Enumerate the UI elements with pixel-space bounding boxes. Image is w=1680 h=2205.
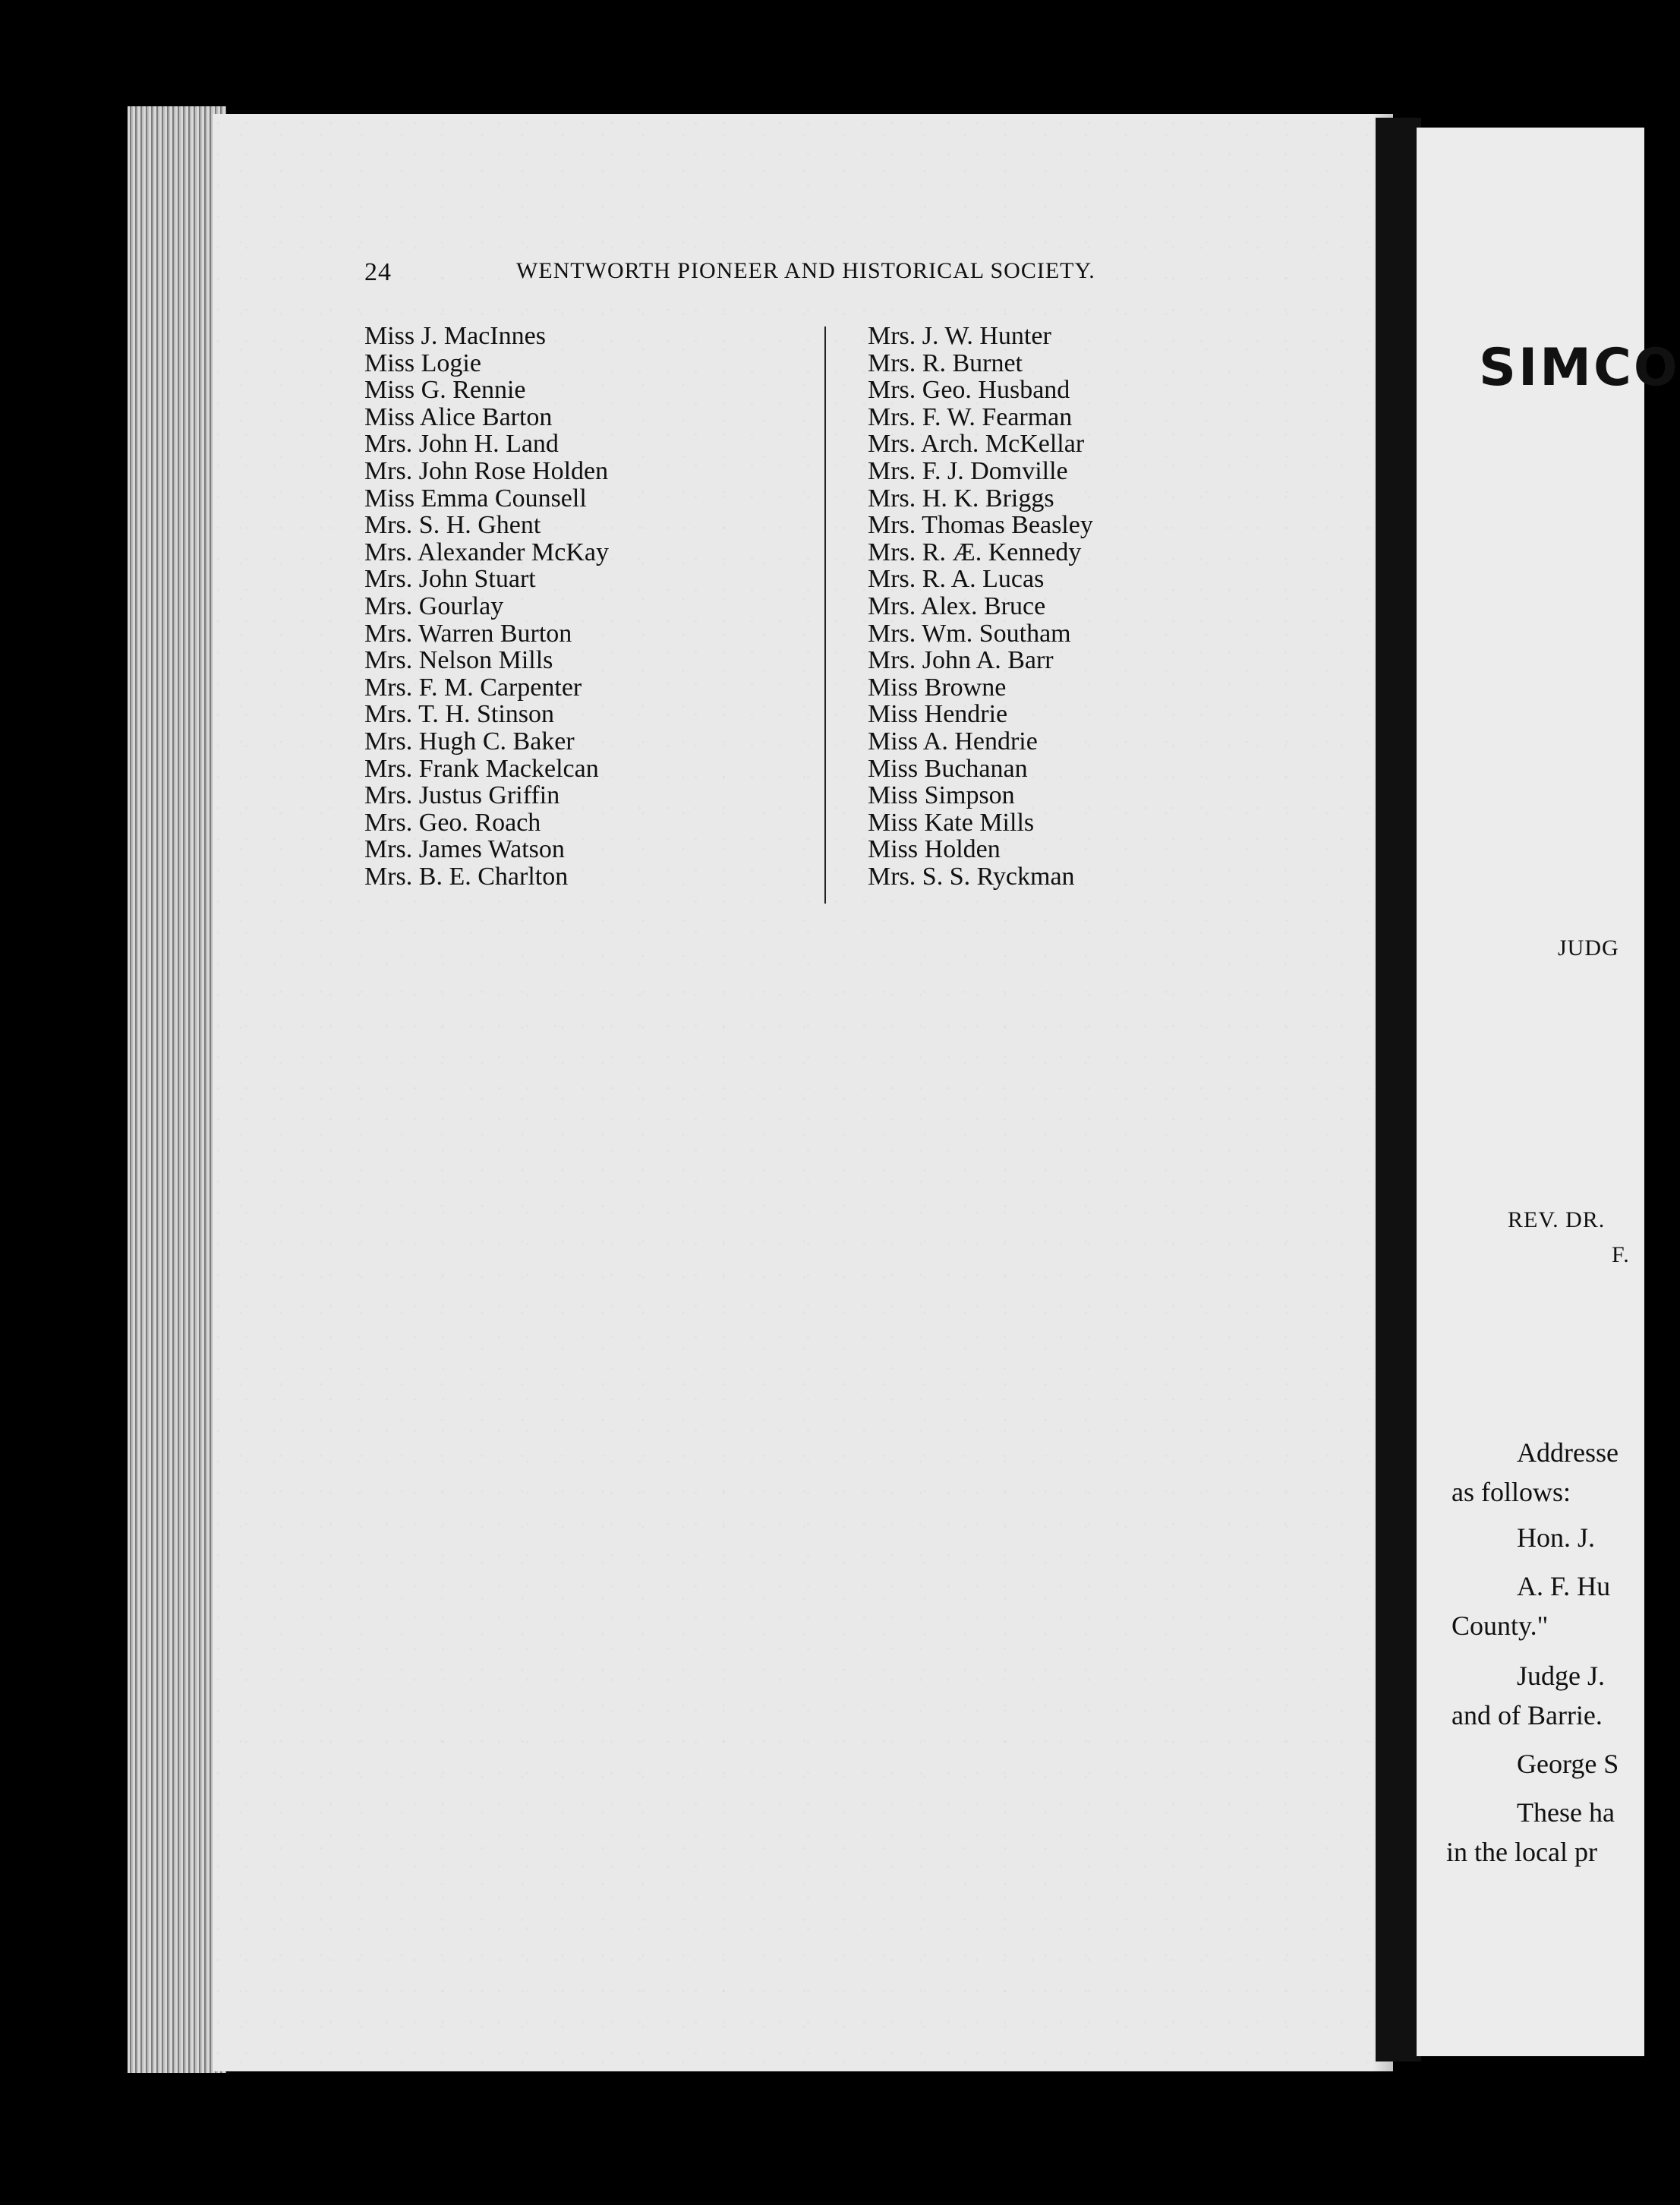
- list-item: Miss Buchanan: [868, 754, 1028, 783]
- list-item: Mrs. S. S. Ryckman: [868, 862, 1075, 891]
- right-page-af: A. F. Hu: [1517, 1571, 1611, 1601]
- list-item: Mrs. John Rose Holden: [364, 456, 609, 485]
- list-item: Mrs. Arch. McKellar: [868, 430, 1085, 459]
- list-item: Miss J. MacInnes: [364, 322, 546, 350]
- list-item: Mrs. John Stuart: [364, 565, 536, 594]
- right-page-local: in the local pr: [1446, 1837, 1597, 1867]
- list-item: Mrs. Alexander McKay: [364, 538, 609, 566]
- list-item: Miss Browne: [868, 673, 1007, 702]
- list-item: Miss G. Rennie: [364, 376, 526, 405]
- list-item: Mrs. F. W. Fearman: [868, 402, 1073, 431]
- list-item: Miss Kate Mills: [868, 808, 1035, 837]
- right-page-these: These ha: [1517, 1797, 1615, 1828]
- list-item: Mrs. T. H. Stinson: [364, 700, 555, 729]
- list-item: Mrs. Warren Burton: [364, 619, 572, 648]
- list-item: Mrs. Thomas Beasley: [868, 511, 1093, 540]
- list-item: Mrs. Geo. Roach: [364, 808, 541, 837]
- list-item: Mrs. B. E. Charlton: [364, 862, 569, 891]
- column-divider: [824, 326, 826, 904]
- list-item: Mrs. F. M. Carpenter: [364, 673, 582, 702]
- right-page-george: George S: [1517, 1749, 1619, 1779]
- list-item: Mrs. Alex. Bruce: [868, 591, 1046, 620]
- list-item: Mrs. John A. Barr: [868, 646, 1054, 675]
- list-item: Miss Hendrie: [868, 700, 1008, 729]
- list-item: Mrs. Justus Griffin: [364, 781, 560, 810]
- list-item: Miss Logie: [364, 349, 481, 377]
- running-head-title: WENTWORTH PIONEER AND HISTORICAL SOCIETY.: [516, 258, 1095, 283]
- list-item: Miss Simpson: [868, 781, 1015, 810]
- list-item: Miss A. Hendrie: [868, 727, 1038, 756]
- list-item: Mrs. R. Burnet: [868, 349, 1023, 377]
- list-item: Mrs. R. Æ. Kennedy: [868, 538, 1082, 566]
- list-item: Miss Holden: [868, 835, 1001, 864]
- page-edges: [128, 106, 226, 2073]
- right-page-county: County.": [1451, 1610, 1549, 1641]
- list-item: Miss Alice Barton: [364, 402, 553, 431]
- list-item: Mrs. R. A. Lucas: [868, 565, 1045, 594]
- list-item: Mrs. John H. Land: [364, 430, 559, 459]
- right-page-barrie: and of Barrie.: [1451, 1700, 1603, 1730]
- right-page-hon: Hon. J.: [1517, 1522, 1596, 1553]
- list-item: Mrs. S. H. Ghent: [364, 511, 541, 540]
- member-list-column-2: [868, 323, 1293, 890]
- list-item: Mrs. F. J. Domville: [868, 456, 1068, 485]
- list-item: Mrs. Gourlay: [364, 591, 504, 620]
- right-page-as-follows: as follows:: [1451, 1477, 1571, 1507]
- list-item: Mrs. Nelson Mills: [364, 646, 553, 675]
- member-list-column-1: [364, 323, 790, 890]
- list-item: Mrs. J. W. Hunter: [868, 322, 1051, 350]
- right-page-addresse: Addresse: [1517, 1437, 1619, 1468]
- right-page-heading: SIMCO: [1479, 338, 1680, 398]
- page-number: 24: [364, 258, 392, 286]
- right-page-judge: Judge J.: [1517, 1661, 1605, 1691]
- list-item: Mrs. H. K. Briggs: [868, 484, 1054, 513]
- list-item: Miss Emma Counsell: [364, 484, 587, 513]
- right-page-f: F.: [1612, 1242, 1630, 1267]
- list-item: Mrs. Frank Mackelcan: [364, 754, 599, 783]
- list-item: Mrs. James Watson: [364, 835, 565, 864]
- right-page-judg: JUDG: [1558, 935, 1619, 961]
- right-page-rev: REV. DR.: [1508, 1207, 1606, 1232]
- book-spine: [1376, 118, 1421, 2061]
- list-item: Mrs. Wm. Southam: [868, 619, 1071, 648]
- list-item: Mrs. Geo. Husband: [868, 376, 1070, 405]
- list-item: Mrs. Hugh C. Baker: [364, 727, 575, 756]
